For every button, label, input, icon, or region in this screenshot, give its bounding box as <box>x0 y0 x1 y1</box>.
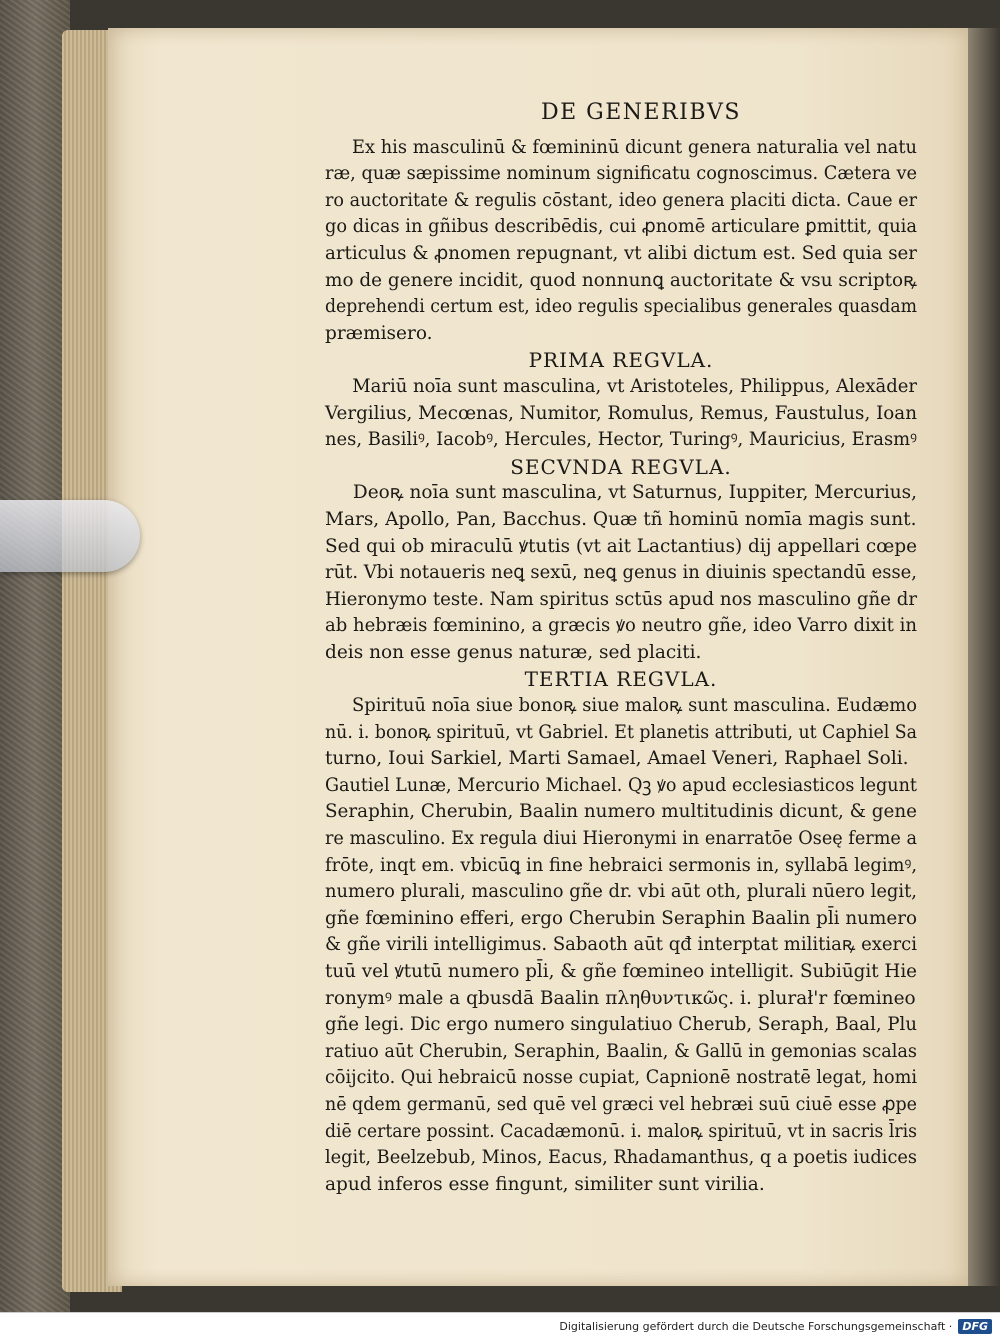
text-line: præmisero. <box>325 322 433 344</box>
footer-credit: Digitalisierung gefördert durch die Deutsche Forschungsgemeinschaft · <box>559 1319 953 1333</box>
facing-page-shadow <box>968 28 1000 1286</box>
text-line: articulus & ꝓnomen repugnant, vt alibi dictum est. Sed quia ser <box>325 242 917 264</box>
text-line: Ex his masculinū & fœmininū dicunt genera naturalia vel natu <box>351 136 917 158</box>
text-line: numero plurali, masculino gñe dr. vbi aūt oth, plurali nūero legit, <box>325 881 917 903</box>
dfg-logo: DFG <box>958 1319 992 1334</box>
paragraph <box>325 374 917 454</box>
text-line: re masculino. Ex regula diui Hieronymi in enarratōe Oseę ferme a <box>325 828 917 850</box>
text-line: ratiuo aūt Cherubin, Seraphin, Baalin, & Gallū in gemonias scalas <box>325 1040 917 1062</box>
section-heading: TERTIA REGVLA. <box>524 667 718 692</box>
text-line: gñe fœminino efferi, ergo Cherubin Seraphin Baalin pl̄i numero <box>325 907 917 929</box>
footer-bar <box>0 1312 1000 1339</box>
text-line: legit, Beelzebub, Minos, Eacus, Rhadamanthus, q a poetis iudices <box>325 1147 917 1169</box>
text-line: ab hebræis fœminino, a græcis ꝟo neutro gñe, ideo Varro dixit in <box>325 615 917 637</box>
paragraph <box>325 480 917 666</box>
text-line: Sed qui ob miraculū ꝟtutis (vt ait Lactantius) dij appellari cœpe <box>325 535 917 557</box>
text-line: Mariū noīa sunt masculina, vt Aristoteles, Philippus, Alexāder <box>352 375 917 397</box>
text-line: apud inferos esse fingunt, similiter sunt virilia. <box>325 1173 765 1195</box>
paragraph <box>325 135 917 348</box>
text-line: nes, Basiliꝰ, Iacobꝰ, Hercules, Hector, Turingꝰ, Mauricius, Erasmꝰ <box>325 429 917 451</box>
page-header: DE GENERIBVS <box>540 100 741 125</box>
text-line: turno, Ioui Sarkiel, Marti Samael, Amael Veneri, Raphael Soli. <box>325 748 909 770</box>
book-cover-edge <box>0 0 70 1312</box>
text-line: tuū vel ꝟtutū numero pl̄i, & gñe fœmineo intelligit. Subiūgit Hie <box>325 961 917 982</box>
text-line: Mars, Apollo, Pan, Bacchus. Quæ tñ hominū nomīa magis sunt. <box>325 508 917 530</box>
text-line: ronymꝰ male a qbusdā Baalin πληθυντικῶς. i. plurał'r fœmineo <box>325 987 916 1009</box>
text-line: mo de genere incidit, quod nonnunꝗ auctoritate & vsu scriptoꝶ <box>325 269 917 291</box>
text-line: Hieronymo teste. Nam spiritus sctūs apud nos masculino gñe dr <box>325 588 917 610</box>
text-line: nē qdem germanū, sed quē vel græci vel hebræi suū ciuē esse ꝓpe <box>325 1093 917 1115</box>
section-heading: PRIMA REGVLA. <box>528 348 714 373</box>
text-line: Vergilius, Mecœnas, Numitor, Romulus, Remus, Faustulus, Ioan <box>325 402 917 424</box>
text-line: diē certare possint. Cacadæmonū. i. maloꝶ spirituū, vt in sacris l̄ris <box>325 1120 917 1142</box>
text-line: cōijcito. Qui hebraicū nosse cupiat, Capnionē nostratē legat, homi <box>325 1067 917 1089</box>
text-line: ro auctoritate & regulis cōstant, ideo genera placiti dicta. Caue er <box>325 189 917 211</box>
text-line: Spirituū noīa siue bonoꝶ siue maloꝶ sunt masculina. Eudæmo <box>352 695 917 717</box>
text-line: deis non esse genus naturæ, sed placiti. <box>325 641 702 663</box>
text-line: deprehendi certum est, ideo regulis specialibus generales quasdam <box>325 296 917 318</box>
text-line: Gautiel Lunæ, Mercurio Michael. Qꝫ ꝟo apud ecclesiasticos legunt <box>325 774 917 796</box>
text-line: Deoꝶ noīa sunt masculina, vt Saturnus, Iuppiter, Mercurius, <box>352 482 917 504</box>
page-text <box>325 100 917 1198</box>
paragraph <box>325 693 917 1198</box>
text-line: gñe legi. Dic ergo numero singulatiuo Cherub, Seraph, Baal, Plu <box>325 1014 917 1036</box>
text-line: Seraphin, Cherubin, Baalin numero multitudinis dicunt, & gene <box>325 801 917 823</box>
text-line: rūt. Vbi notaueris neꝗ sexū, neꝗ genus in diuinis spectandū esse, <box>325 562 917 584</box>
text-blocks <box>325 135 917 1199</box>
text-line: go dicas in gñibus describēdis, cui ꝓnomē articulare ꝑmittit, quia <box>325 216 917 238</box>
text-line: & gñe virili intelligimus. Sabaoth aūt qđ interptat militiaꝶ exerci <box>325 934 917 956</box>
text-line: ræ, quæ sæpissime nominum significatu cognoscimus. Cætera ve <box>325 163 917 185</box>
text-line: frōte, inqt em. vbicūꝗ in fine hebraici sermonis in, syllabā legimꝰ, <box>325 854 917 876</box>
page-holder-clip <box>0 500 140 572</box>
section-heading: SECVNDA REGVLA. <box>510 454 732 479</box>
text-line: nū. i. bonoꝶ spirituū, vt Gabriel. Et planetis attributi, ut Caphiel Sa <box>325 721 917 743</box>
